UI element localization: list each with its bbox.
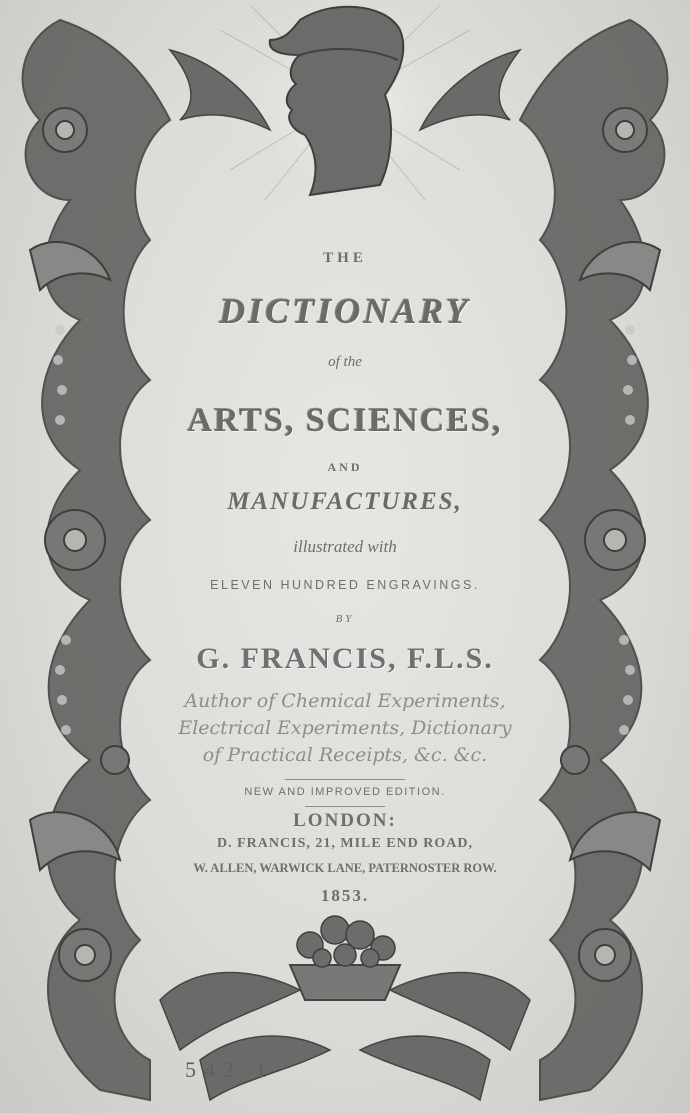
imprint-city: LONDON: xyxy=(293,810,397,831)
publisher-line-1: D. FRANCIS, 21, MILE END ROAD, xyxy=(217,836,473,851)
engravings-count: ELEVEN HUNDRED ENGRAVINGS. xyxy=(210,578,480,592)
imprint-year: 1853. xyxy=(320,886,370,905)
title-text-block xyxy=(150,0,540,1113)
title-and: AND xyxy=(327,460,363,474)
divider-rule xyxy=(305,806,385,807)
edition-note: NEW AND IMPROVED EDITION. xyxy=(244,786,446,798)
publisher-line-2: W. ALLEN, WARWICK LANE, PATERNOSTER ROW. xyxy=(193,861,497,875)
left-scroll-ornament xyxy=(23,20,170,1100)
right-scroll-ornament xyxy=(520,20,667,1100)
shelfmark: 542 1 xyxy=(185,1057,275,1082)
credit-line: Author of Chemical Experiments, xyxy=(184,690,506,712)
illustrated-with: illustrated with xyxy=(293,537,397,556)
by-line: BY xyxy=(335,613,355,625)
title-dictionary: DICTIONARY xyxy=(219,291,471,331)
credit-line: of Practical Receipts, &c. &c. xyxy=(202,744,488,766)
divider-rule xyxy=(285,779,405,780)
author-credits xyxy=(150,688,540,769)
author-name: G. FRANCIS, F.L.S. xyxy=(196,642,494,675)
credit-line: Electrical Experiments, Dictionary xyxy=(178,717,512,739)
title-manufactures: MANUFACTURES, xyxy=(227,488,463,515)
title-arts-sciences: ARTS, SCIENCES, xyxy=(187,402,503,439)
title-of-the: of the xyxy=(328,354,362,370)
article-the: THE xyxy=(323,250,367,266)
